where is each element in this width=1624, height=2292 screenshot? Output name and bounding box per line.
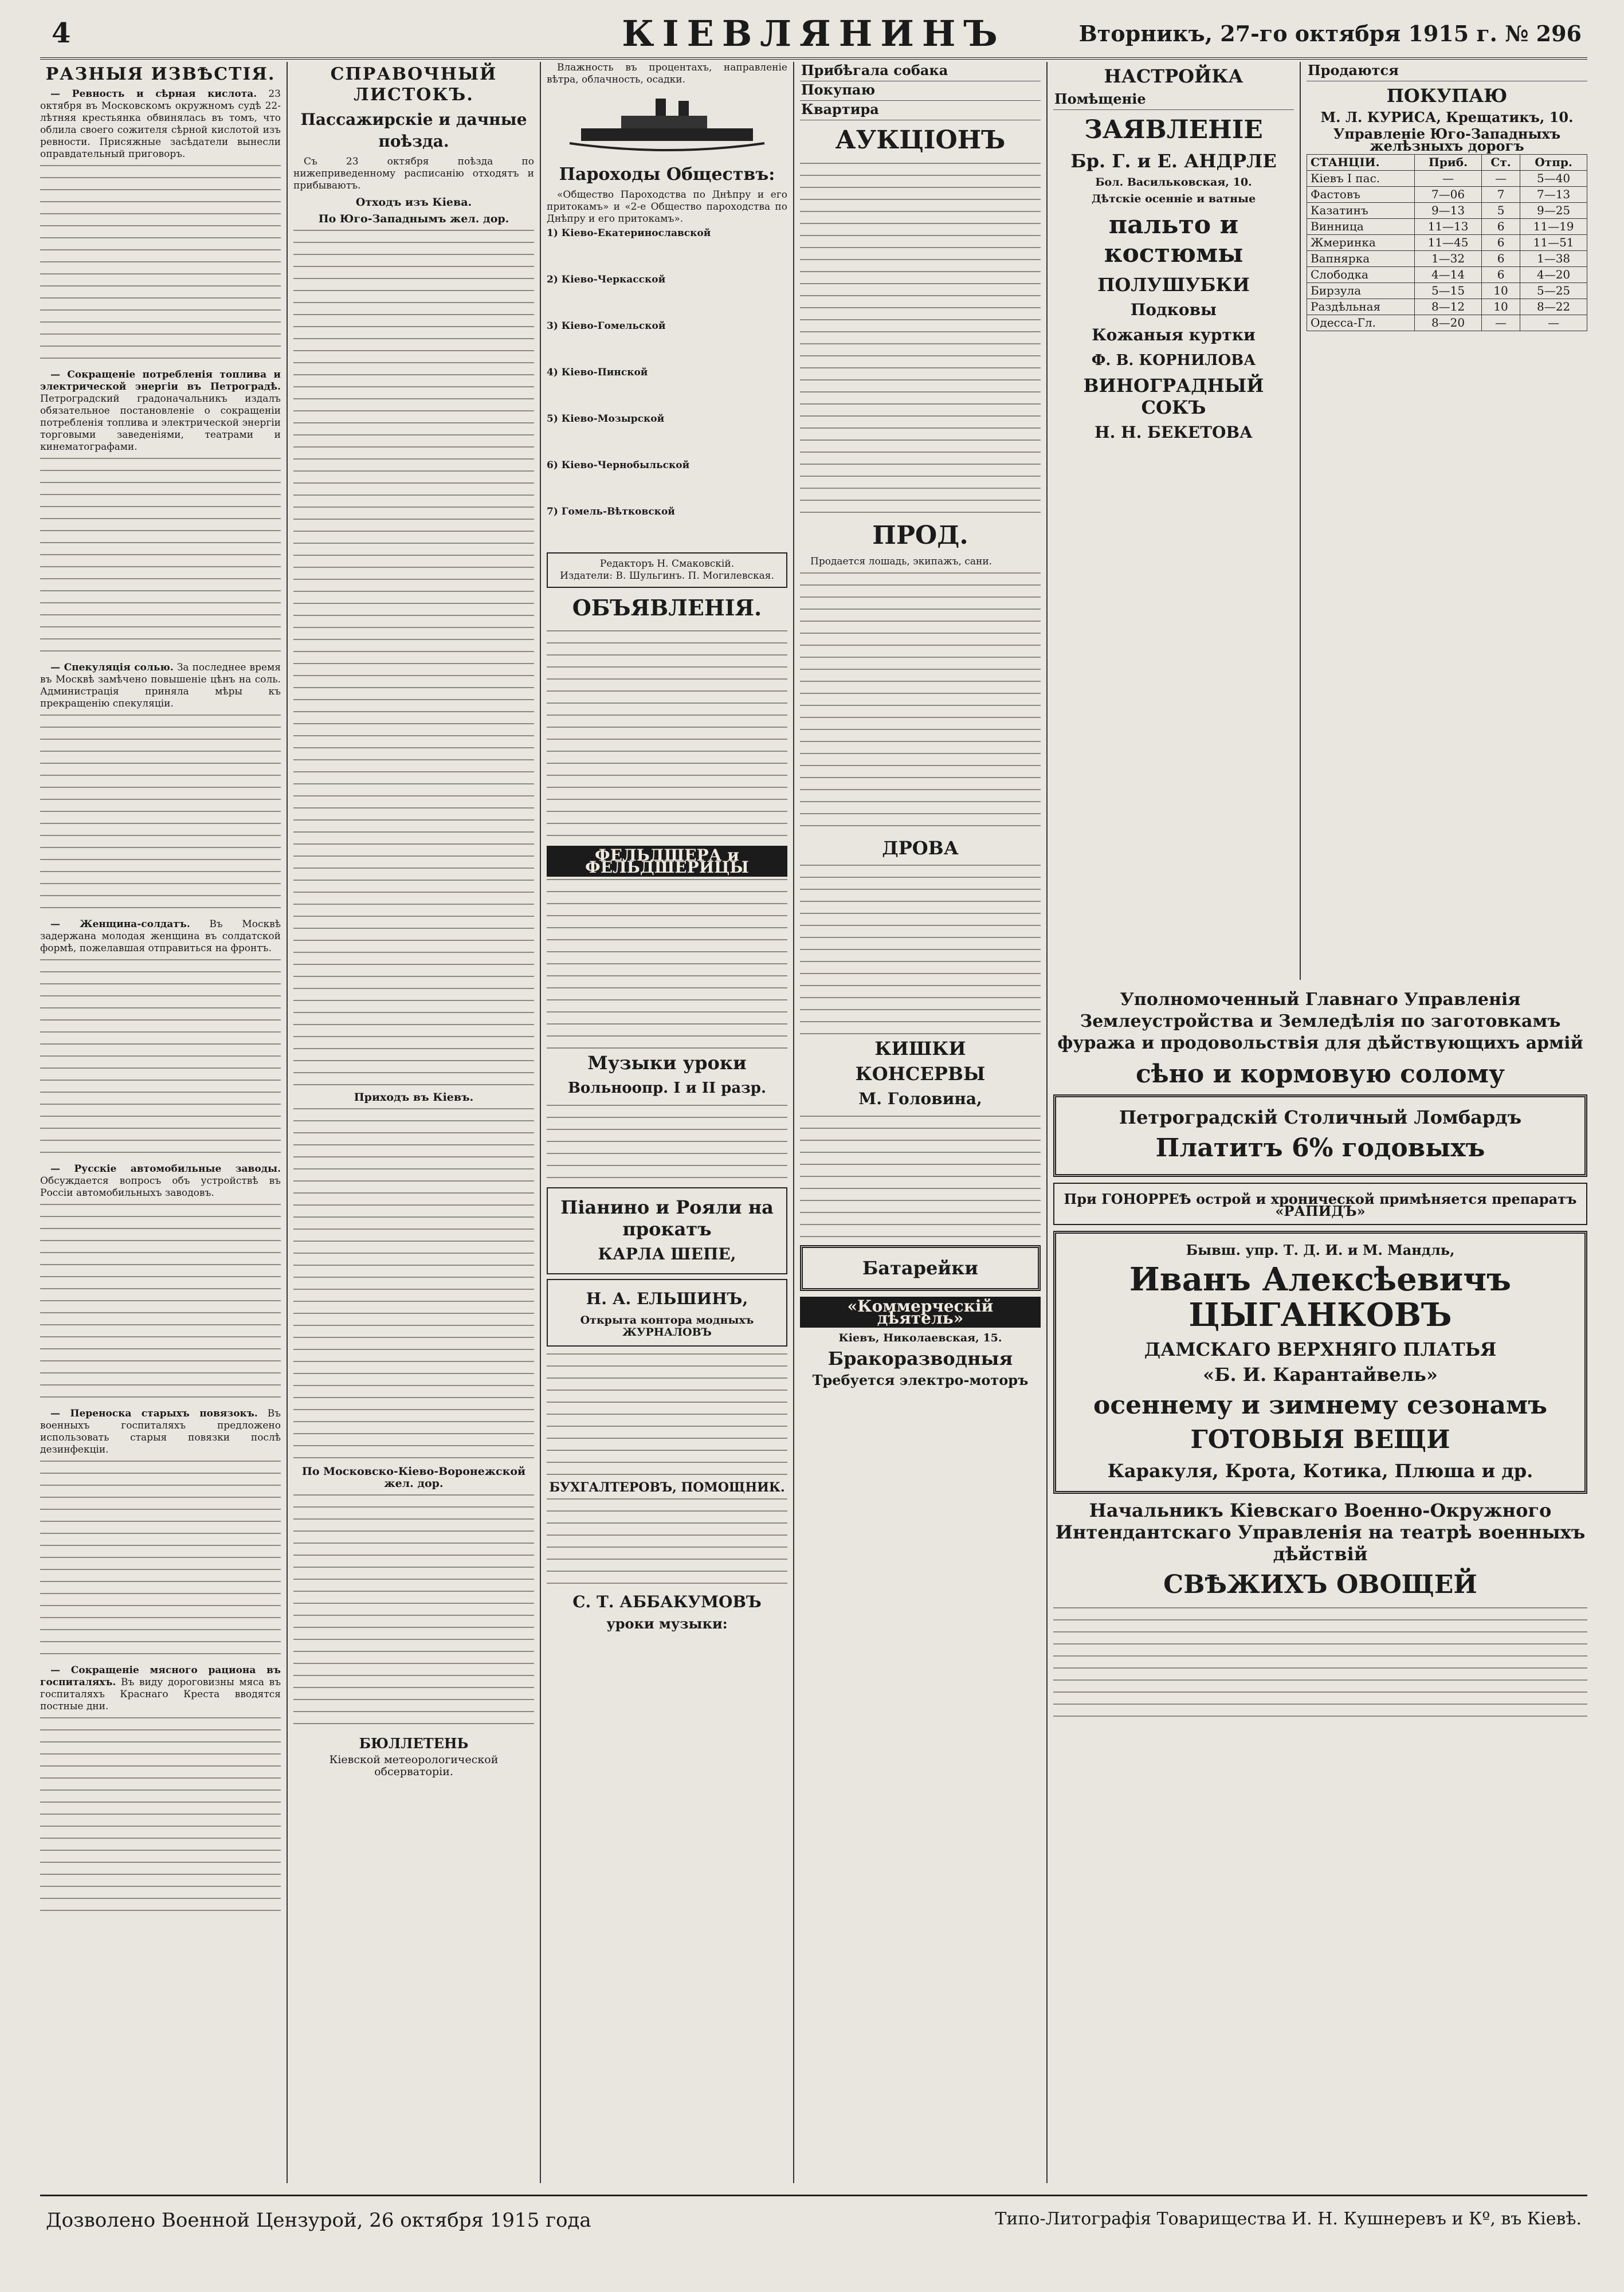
lombard-pay: Платитъ 6% годовыхъ	[1155, 1133, 1485, 1163]
table-cell: 8—12	[1415, 299, 1482, 315]
sales-text	[800, 570, 1041, 834]
motor-ad: Требуется электро-моторъ	[812, 1372, 1029, 1388]
news-text: Петроградский градоначальникъ издалъ обязательное постановленіе о сокращеніи потребленія топлива и электрической энергіи торговыми заведеніями, театрами и кинематографами.	[40, 393, 281, 453]
table-cell: 6	[1481, 251, 1520, 267]
misc-text	[800, 1113, 1041, 1239]
railway-heading: По Юго-Западнымъ жел. дор.	[318, 213, 509, 225]
table-cell: 8—20	[1415, 315, 1482, 331]
volunteer-ad: Вольноопр. I и II разр.	[567, 1080, 767, 1097]
column-divider	[540, 62, 541, 2183]
buying-title: ПОКУПАЮ	[1386, 85, 1508, 107]
table-cell: 5—25	[1520, 283, 1587, 299]
rooms-title: Квартира	[801, 101, 879, 117]
weather-text: Влажность въ процентахъ, направленіе вѣтра, облачность, осадки.	[547, 62, 787, 85]
news-filler	[40, 712, 281, 919]
censor-note: Дозволено Военной Цензурой, 26 октября 1915 года	[46, 2209, 591, 2232]
steamer-icon	[547, 88, 787, 157]
vegetables-title: СВѢЖИХЪ ОВОЩЕЙ	[1163, 1570, 1477, 1599]
table-cell: —	[1481, 315, 1520, 331]
classified-ad	[800, 101, 1041, 120]
route-item: 1) Кіево-Екатеринославской	[547, 227, 711, 239]
table-cell: 11—45	[1415, 235, 1482, 251]
classified-ad	[1053, 91, 1294, 110]
table-cell: Одесса-Гл.	[1307, 315, 1415, 331]
table-cell: 1—38	[1520, 251, 1587, 267]
news-heading: — Сокращеніе потребленія топлива и электрической энергіи въ Петроградѣ.	[40, 369, 281, 393]
table-row	[1307, 251, 1587, 267]
route-item: 4) Кіево-Пинской	[547, 367, 648, 378]
andrle-address: Бол. Васильковская, 10.	[1095, 176, 1252, 189]
trains-title: Пассажирскіе и дачные поѣзда.	[300, 110, 527, 151]
route-item: 6) Кіево-Чернобыльской	[547, 460, 690, 471]
column-classifieds	[800, 62, 1041, 2183]
news-heading: — Сокращеніе мясного рациона въ госпиталяхъ.	[40, 1665, 281, 1688]
arrivals-text	[293, 1106, 534, 1461]
table-cell: —	[1415, 171, 1482, 187]
golovin-name: М. Головина,	[858, 1089, 982, 1108]
table-cell: 6	[1481, 219, 1520, 235]
batteries-ad	[800, 1245, 1041, 1291]
column-railway	[1307, 62, 1587, 980]
classified-ad	[800, 81, 1041, 101]
kornilov-name: Ф. В. КОРНИЛОВА	[1091, 352, 1256, 369]
table-body	[1307, 171, 1587, 331]
table-header-cell: Приб.	[1415, 155, 1482, 171]
publishers-line: Издатели: В. Шульгинъ. П. Могилевская.	[560, 570, 774, 582]
kishki-title: КИШКИ	[874, 1038, 966, 1059]
table-row	[1307, 267, 1587, 283]
furs-list: Каракуля, Крота, Котика, Плюша и др.	[1107, 1460, 1533, 1482]
mandl-line: Бывш. упр. Т. Д. И. и М. Мандль,	[1186, 1242, 1455, 1258]
table-cell: Кіевъ I пас.	[1307, 171, 1415, 187]
news-text: Обсуждается вопросъ объ устройствѣ въ Россіи автомобильныхъ заводовъ.	[40, 1175, 281, 1199]
divorce-title: Бракоразводныя	[827, 1348, 1013, 1369]
news-heading: — Русскіе автомобильные заводы.	[50, 1163, 281, 1175]
news-heading: — Ревность и сѣрная кислота.	[50, 88, 257, 100]
elshin-ad	[547, 1279, 787, 1347]
page-number: 4	[52, 17, 71, 49]
classified-ad	[800, 62, 1041, 81]
table-cell: —	[1520, 315, 1587, 331]
kommers-ad: «Коммерческій дѣятель»	[800, 1297, 1041, 1328]
dept-title: ДАМСКАГО ВЕРХНЯГО ПЛАТЬЯ	[1144, 1339, 1497, 1360]
railway-mgmt: Управленіе Юго-Западныхъ желѣзныхъ дорогъ	[1333, 125, 1561, 154]
section-title: РАЗНЫЯ ИЗВѢСТІЯ.	[45, 64, 276, 84]
column-divider	[793, 62, 794, 2183]
sales-title: ПРОД.	[872, 521, 968, 550]
news-item	[40, 369, 281, 453]
karantaivel-name: «Б. И. Карантайвель»	[1203, 1364, 1438, 1386]
dateline: Вторникъ, 27-го октября 1915 г. № 296	[1078, 21, 1582, 46]
ads-text-5	[547, 1496, 787, 1588]
route-item: 3) Кіево-Гомельской	[547, 320, 666, 332]
table-cell: 6	[1481, 267, 1520, 283]
lost-dog-title: Прибѣгала собака	[801, 62, 948, 79]
medics-ad: ФЕЛЬДШЕРА и ФЕЛЬДШЕРИЦЫ	[547, 846, 787, 877]
piano-shop: КАРЛА ШЕПЕ,	[598, 1245, 736, 1263]
table-row	[1307, 187, 1587, 203]
page-header	[40, 10, 1587, 60]
table-cell: 8—22	[1520, 299, 1587, 315]
news-text: Въ Москвѣ задержана молодая женщина въ солдатской формѣ, пожелавшая отправиться на фронтъ.	[40, 919, 281, 954]
batteries-title: Батарейки	[862, 1257, 978, 1279]
table-header-cell: СТАНЦІИ.	[1307, 155, 1415, 171]
news-item	[40, 1665, 281, 1713]
editor-line: Редакторъ Н. Смаковскій.	[599, 558, 735, 570]
news-heading: — Переноска старыхъ повязокъ.	[50, 1408, 258, 1419]
table-cell: 7—06	[1415, 187, 1482, 203]
column-shops	[1053, 62, 1294, 980]
column-divider	[1046, 62, 1048, 2183]
table-row	[1307, 203, 1587, 219]
news-text: Въ виду дороговизны мяса въ госпиталяхъ Краснаго Креста вводятся постные дни.	[40, 1677, 281, 1712]
piano-ad	[547, 1187, 787, 1274]
column-reference	[293, 62, 534, 2183]
table-cell: 9—25	[1520, 203, 1587, 219]
departures-heading: Отходъ изъ Кіева.	[355, 196, 472, 209]
gonorrhea-title: При ГОНОРРЕѢ острой и хронической примѣняется препаратъ «РАПИДЪ»	[1064, 1191, 1577, 1219]
editorial-box	[547, 552, 787, 588]
railway-heading-2: По Московско-Кіево-Воронежской жел. дор.	[301, 1465, 526, 1490]
ads-text-4	[547, 1351, 787, 1477]
firewood-title: ДРОВА	[882, 837, 959, 859]
abbakumov-sub: уроки музыки:	[606, 1615, 728, 1632]
coats-pre: Дѣтскіе осенніе и ватные	[1091, 193, 1256, 205]
intendant-ad: Начальникъ Кіевскаго Военно-Окружного Интендантскаго Управленія на театрѣ военныхъ дѣйствій	[1055, 1500, 1586, 1565]
commissioner-sub: сѣно и кормовую солому	[1135, 1059, 1505, 1089]
news-item	[40, 1163, 281, 1199]
news-filler	[40, 957, 281, 1163]
lombard-name: Петроградскій Столичный Ломбардъ	[1119, 1106, 1522, 1128]
column-steamers-ads	[547, 62, 787, 2183]
train-schedule-table	[1307, 154, 1587, 331]
abbakumov-ad: С. Т. АББАКУМОВЪ	[572, 1592, 762, 1611]
news-text: Въ военныхъ госпиталяхъ предложено использовать старыя повязки послѣ дезинфекціи.	[40, 1408, 281, 1455]
tsygankov-name: Иванъ Алексѣевичъ ЦЫГАНКОВЪ	[1129, 1261, 1512, 1334]
table-cell: 10	[1481, 299, 1520, 315]
ready-title: ГОТОВЫЯ ВЕЩИ	[1190, 1425, 1450, 1454]
table-cell: Казатинъ	[1307, 203, 1415, 219]
music-ad: Музыки уроки	[587, 1052, 747, 1074]
news-filler	[40, 1458, 281, 1665]
commissioner-ad: Уполномоченный Главнаго Управленія Землеустройства и Земледѣлія по заготовкамъ фуража и продовольствія для дѣйствующихъ армій	[1057, 990, 1583, 1053]
news-item	[40, 1408, 281, 1456]
masthead: КІЕВЛЯНИНЪ	[622, 13, 1006, 54]
furs-title: ПОЛУШУБКИ	[1097, 274, 1250, 296]
tuning-title: НАСТРОЙКА	[1104, 65, 1244, 87]
table-header-cell: Отпр.	[1520, 155, 1587, 171]
table-header	[1307, 155, 1587, 171]
tsygankov-ad	[1053, 1231, 1587, 1494]
table-cell: Жмеринка	[1307, 235, 1415, 251]
gonorrhea-ad	[1053, 1183, 1587, 1225]
ads-text-3	[547, 1102, 787, 1183]
news-item	[40, 662, 281, 710]
ads-text	[547, 628, 787, 846]
news-heading: — Спекуляція солью.	[50, 662, 174, 673]
table-header-cell: Ст.	[1481, 155, 1520, 171]
beketov-name: Н. Н. БЕКЕТОВА	[1095, 423, 1253, 442]
reference-title: СПРАВОЧНЫЙ ЛИСТОКЪ.	[330, 64, 497, 105]
table-cell: —	[1481, 171, 1520, 187]
coats-title: пальто и костюмы	[1104, 210, 1244, 268]
table-row	[1307, 315, 1587, 331]
elshin-sub: Открыта контора модныхъ ЖУРНАЛОВЪ	[580, 1314, 754, 1339]
table-cell: 11—19	[1520, 219, 1587, 235]
table-cell: Слободка	[1307, 267, 1415, 283]
news-list	[40, 88, 281, 1921]
kommers-address: Кіевъ, Николаевская, 15.	[838, 1332, 1002, 1344]
routes-list	[547, 227, 787, 518]
route-item: 7) Гомель-Вѣтковской	[547, 506, 675, 517]
auction-text	[800, 160, 1041, 516]
arrivals-text-2	[293, 1492, 534, 1733]
table-cell: 10	[1481, 283, 1520, 299]
table-cell: 5—15	[1415, 283, 1482, 299]
arrivals-heading: Приходъ въ Кіевъ.	[354, 1091, 474, 1104]
table-cell: 4—14	[1415, 267, 1482, 283]
table-cell: Фастовъ	[1307, 187, 1415, 203]
intendant-text	[1053, 1605, 1587, 1720]
classified-ad	[1307, 62, 1587, 81]
table-row	[1307, 219, 1587, 235]
for-sale-title: Продаются	[1308, 62, 1399, 79]
page-footer	[40, 2195, 1587, 2242]
accountants-ad: БУХГАЛТЕРОВЪ, ПОМОЩНИК.	[549, 1480, 785, 1495]
news-filler	[40, 1202, 281, 1408]
table-cell: 7—13	[1520, 187, 1587, 203]
lombard-ad	[1053, 1094, 1587, 1177]
premises-title: Помѣщеніе	[1054, 91, 1146, 107]
table-row	[1307, 299, 1587, 315]
canned-title: КОНСЕРВЫ	[855, 1063, 986, 1085]
sales-sub: Продается лошадь, экипажъ, сани.	[810, 556, 993, 567]
route-item: 2) Кіево-Черкасской	[547, 274, 666, 285]
season-title: осеннему и зимнему сезонамъ	[1093, 1391, 1547, 1420]
news-filler	[40, 163, 281, 369]
table-cell: Бирзула	[1307, 283, 1415, 299]
table-row	[1307, 171, 1587, 187]
ads-text-2	[547, 877, 787, 1049]
table-row	[1307, 283, 1587, 299]
news-item	[40, 919, 281, 955]
news-filler	[40, 456, 281, 662]
auction-title: АУКЦІОНЪ	[835, 125, 1006, 155]
news-text: За последнее время въ Москвѣ замѣчено повышеніе цѣнъ на соль. Администрація приняла мѣры къ прекращенію спекуляціи.	[40, 662, 281, 709]
schedule-text	[293, 227, 534, 1087]
news-text: 23 октября въ Московскомъ окружномъ судѣ 22-лѣтняя крестьянка обвинялась въ томъ, что облила своего сожителя сѣрной кислотой изъ ревности. Присяжные засѣдатели вынесли оправдательный приговоръ.	[40, 88, 281, 160]
table-cell: 5	[1481, 203, 1520, 219]
buying-title: Покупаю	[801, 81, 876, 98]
piano-title: Піанино и Рояли на прокатъ	[560, 1196, 774, 1240]
wine-title: ВИНОГРАДНЫЙ СОКЪ	[1083, 375, 1264, 418]
trains-intro: Съ 23 октября поѣзда по нижеприведенному расписанію отходятъ и прибываютъ.	[293, 156, 534, 191]
firewood-text	[800, 862, 1041, 1034]
column-news	[40, 62, 281, 2183]
table-cell: Раздѣльная	[1307, 299, 1415, 315]
news-heading: — Женщина-солдатъ.	[50, 919, 190, 930]
table-cell: 11—51	[1520, 235, 1587, 251]
table-cell: 9—13	[1415, 203, 1482, 219]
steamers-subtitle: «Общество Пароходства по Днѣпру и его притокамъ» и «2-е Общество пароходства по Днѣпру и его притокамъ».	[547, 189, 787, 225]
table-cell: 1—32	[1415, 251, 1482, 267]
elshin-name: Н. А. ЕЛЬШИНЪ,	[586, 1289, 748, 1308]
table-cell: 5—40	[1520, 171, 1587, 187]
bulletin-subtitle: Кіевской метеорологической обсерваторіи.	[329, 1753, 499, 1778]
column-divider	[1300, 62, 1301, 980]
route-item: 5) Кіево-Мозырской	[547, 413, 665, 425]
announcement-title: ЗАЯВЛЕНІЕ	[1084, 115, 1263, 144]
table-cell: 4—20	[1520, 267, 1587, 283]
table-cell: Винница	[1307, 219, 1415, 235]
printer-note: Типо-Литографія Товарищества И. Н. Кушнеревъ и Кº, въ Кіевѣ.	[995, 2209, 1582, 2229]
news-filler	[40, 1715, 281, 1921]
table-row	[1307, 235, 1587, 251]
wide-ads	[1053, 986, 1587, 2183]
table-cell: 6	[1481, 235, 1520, 251]
andrle-name: Бр. Г. и Е. АНДРЛЕ	[1070, 150, 1277, 172]
table-cell: 7	[1481, 187, 1520, 203]
horseshoes-title: Подковы	[1130, 300, 1217, 319]
bulletin-title: БЮЛЛЕТЕНЬ	[359, 1735, 469, 1752]
news-item	[40, 88, 281, 160]
table-cell: 11—13	[1415, 219, 1482, 235]
table-cell: Вапнярка	[1307, 251, 1415, 267]
ads-title: ОБЪЯВЛЕНІЯ.	[572, 595, 762, 621]
kuris-name: М. Л. КУРИСА, Крещатикъ, 10.	[1320, 109, 1574, 125]
column-divider	[287, 62, 288, 2183]
steamers-title: Пароходы Обществъ:	[559, 164, 775, 185]
leather-title: Кожаныя куртки	[1092, 325, 1256, 344]
